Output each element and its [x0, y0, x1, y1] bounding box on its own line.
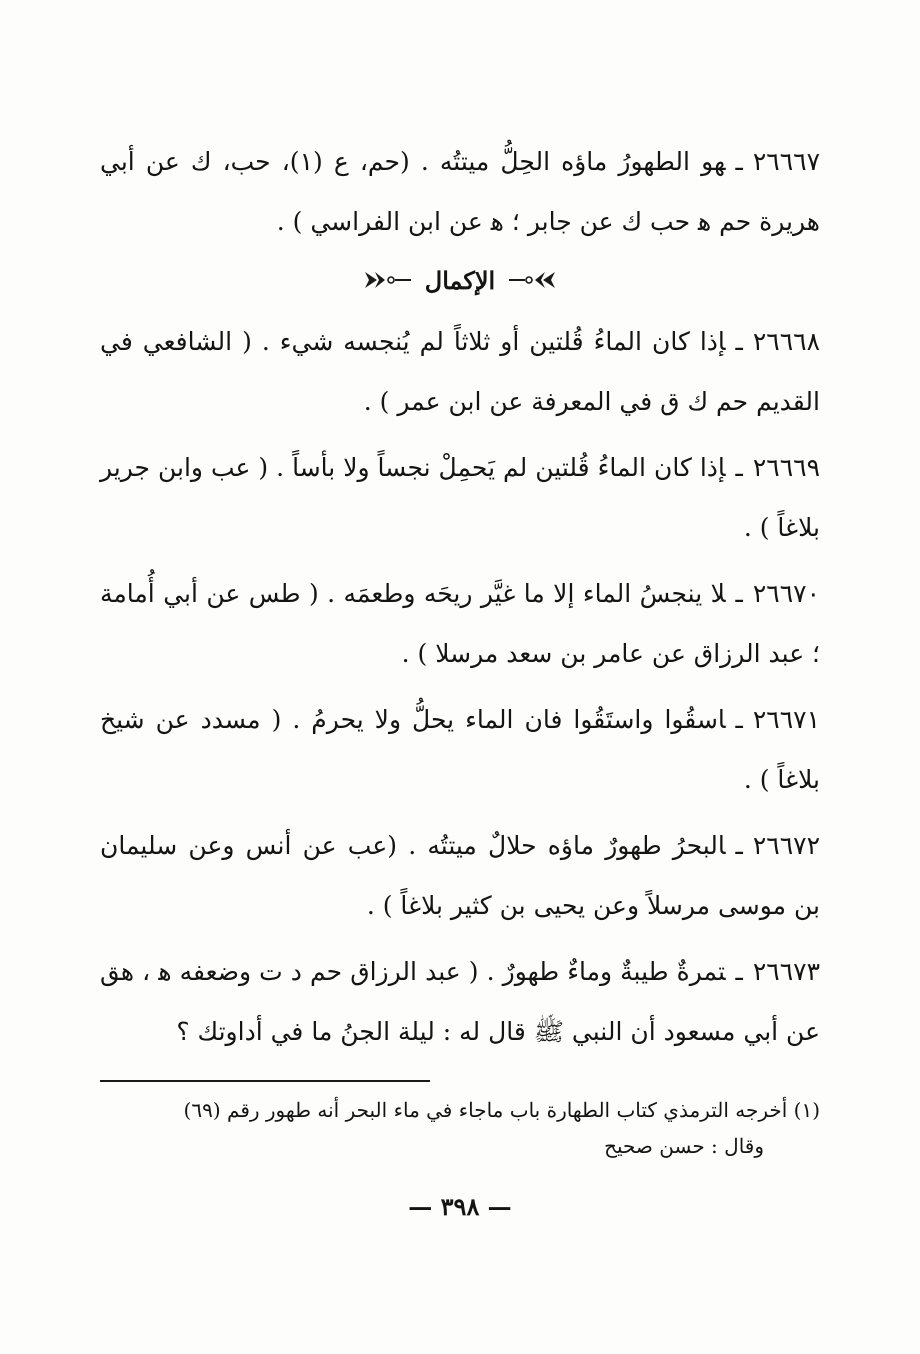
hadith-text: البحرُ طهورٌ ماؤه حلالٌ ميتتُه . (عب عن أنس وعن سليمان بن موسى مرسلاً وعن يحيى بن كثير بلاغاً ) . — [100, 831, 820, 920]
hadith-text: لا ينجسُ الماء إلا ما غيَّر ريحَه وطعمَه . ( طس عن أبي أُمامة ؛ عبد الرزاق عن عامر بن سعد مرسلا ) . — [100, 579, 820, 668]
hadith-text: إذا كان الماءُ قُلتين أو ثلاثاً لم يُنجسه شيء . ( الشافعي في القديم حم ك ق في المعرفة عن ابن عمر ) . — [100, 327, 820, 416]
footnote-line: وقال : حسن صحيح — [604, 1134, 764, 1158]
hadith-number: ٢٦٦٧٢ — [752, 831, 820, 860]
hadith-number: ٢٦٦٧١ — [752, 705, 820, 734]
hadith-number: ٢٦٦٦٨ — [752, 327, 820, 356]
hadith-paragraph — [100, 312, 820, 432]
hadith-text: تمرةٌ طيبةٌ وماءٌ طهورٌ . ( عبد الرزاق حم د ت وضعفه ﻫ ، هق عن أبي مسعود أن النبي ﷺ قال له : ليلة الجنُ ما في أداوتك ؟ — [100, 957, 820, 1046]
hadith-paragraph — [100, 690, 820, 810]
hadith-number: ٢٦٦٦٩ — [752, 453, 820, 482]
hadith-paragraph — [100, 132, 820, 252]
dash-separator: ـ — [735, 453, 743, 482]
hadith-number: ٢٦٦٧٣ — [752, 957, 820, 986]
hadith-text: إذا كان الماءُ قُلتين لم يَحمِلْ نجساً ولا بأساً . ( عب وابن جرير بلاغاً ) . — [100, 453, 820, 542]
dash-separator: ـ — [735, 147, 743, 176]
section-heading — [100, 258, 820, 302]
ornament-left-icon — [359, 269, 413, 291]
ornament-right-icon — [507, 269, 561, 291]
hadith-paragraph — [100, 816, 820, 936]
hadith-paragraph — [100, 942, 820, 1062]
footnote-line: (١) أخرجه الترمذي كتاب الطهارة باب ماجاء في ماء البحر أنه طهور رقم (٦٩) — [183, 1098, 820, 1122]
dash-separator: ـ — [735, 327, 743, 356]
hadith-number: ٢٦٦٦٧ — [752, 147, 820, 176]
dash-separator: ـ — [735, 705, 743, 734]
dash-separator: ـ — [735, 579, 743, 608]
hadith-paragraph — [100, 438, 820, 558]
page-number: — ٣٩٨ — — [408, 1192, 512, 1221]
section-title: الإكمال — [424, 265, 496, 295]
footnote-divider — [100, 1080, 430, 1082]
hadith-number: ٢٦٦٧٠ — [752, 579, 820, 608]
dash-separator: ـ — [735, 957, 743, 986]
main-text — [100, 132, 820, 1068]
hadith-paragraph — [100, 564, 820, 684]
hadith-text: هو الطهورُ ماؤه الحِلُّ ميتتُه . (حم، ع (١)، حب، ك عن أبي هريرة حم ﻫ حب ك عن جابر ؛ ﻫ عن ابن الفراسي ) . — [100, 147, 820, 236]
footnote — [100, 1092, 820, 1164]
hadith-text: اسقُوا واستَقُوا فان الماء يحلُّ ولا يحرمُ . ( مسدد عن شيخ بلاغاً ) . — [100, 705, 820, 794]
dash-separator: ـ — [735, 831, 743, 860]
